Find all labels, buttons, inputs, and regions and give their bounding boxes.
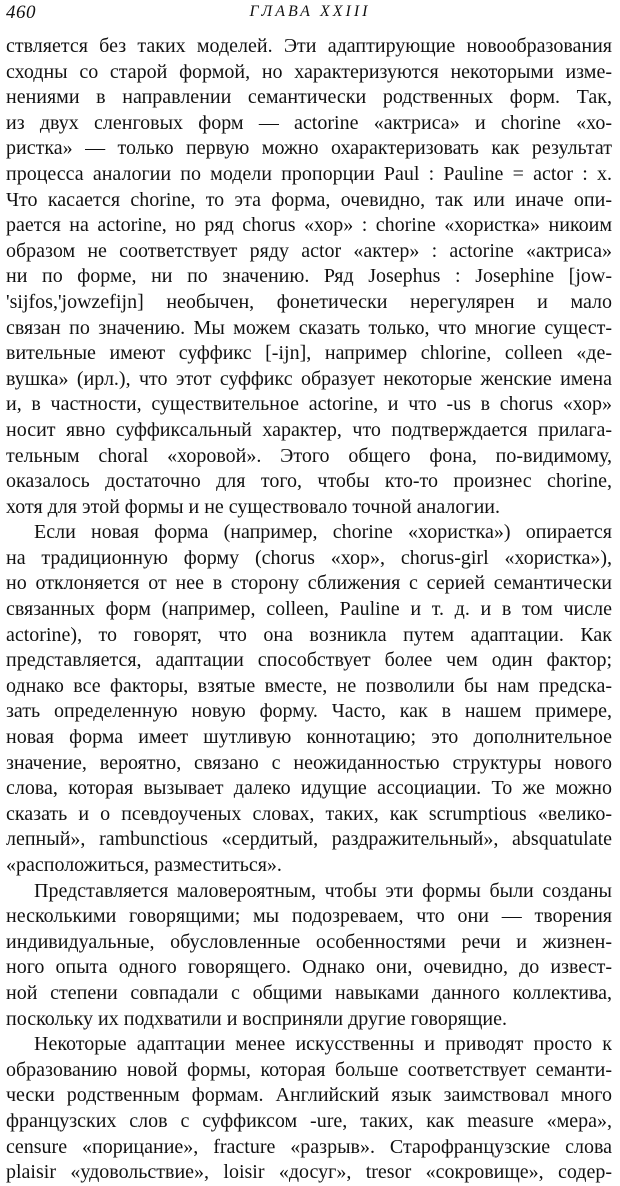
text-line: actorine), то говорят, что она возникла путем адаптации. Как — [6, 623, 612, 646]
text-line: Если новая форма (например, chorine «хористка») опирается — [34, 521, 612, 544]
text-line: сходны со старой формой, но характеризуются некоторыми изме- — [6, 60, 612, 83]
text-line: из двух сленговых форм — actorine «актриса» и chorine «хо- — [6, 111, 612, 134]
text-line: на традиционную форму (chorus «хор», chorus-girl «хористка»), — [6, 546, 612, 569]
text-line: вительные имеют суффикс [-ijn], например chlorine, colleen «де- — [6, 342, 612, 365]
paragraph — [6, 34, 612, 520]
text-line: и, в частности, существительное actorine, и что -us в chorus «хор» — [6, 393, 612, 416]
text-line: plaisir «удовольствие», loisir «досуг», tresor «сокровище», содер- — [6, 1161, 612, 1184]
text-line: процесса аналогии по модели пропорции Paul : Pauline = actor : x. — [6, 162, 612, 185]
text-line: вушка» (ирл.), что этот суффикс образует некоторые женские имена — [6, 367, 612, 390]
text-line: ристка» — только первую можно охарактеризовать как результат — [6, 137, 612, 160]
page-number: 460 — [6, 2, 36, 23]
text-line: хотя для этой формы и не существовало точной аналогии. — [6, 495, 500, 518]
paragraph — [6, 520, 612, 878]
running-header — [6, 2, 614, 24]
text-line: ной степени совпадали с общими навыками данного коллектива, — [6, 981, 612, 1004]
chapter-heading: ГЛАВА XXIII — [249, 3, 371, 20]
body-text — [6, 34, 612, 1186]
text-line: представляется, адаптации способствует более чем один фактор; — [6, 649, 612, 672]
text-line: образом не соответствует ряду actor «актер» : actorine «актриса» — [6, 239, 612, 262]
text-line: поскольку их подхватили и восприняли другие говорящие. — [6, 1007, 507, 1030]
paragraph — [6, 1032, 612, 1186]
text-line: однако все факторы, взятые вместе, не позволили бы нам предска- — [6, 674, 612, 697]
text-line: Что касается chorine, то эта форма, очевидно, так или иначе опи- — [6, 188, 612, 211]
text-line: связанных форм (например, colleen, Pauline и т. д. и в том числе — [6, 598, 612, 621]
text-line: значение, вероятно, связано с неожиданностью структуры нового — [6, 751, 612, 774]
text-line: оказалось достаточно для того, чтобы кто-то произнес chorine, — [6, 470, 612, 493]
text-line: Представляется маловероятным, чтобы эти формы были созданы — [34, 879, 612, 902]
text-line: слова, которая вызывает далеко идущие ассоциации. То же можно — [6, 777, 612, 800]
text-line: censure «порицание», fracture «разрыв». Старофранцузские слова — [6, 1135, 612, 1158]
text-line: чески родственным формам. Английский язык заимствовал много — [6, 1084, 612, 1107]
text-line: связан по значению. Мы можем сказать только, что многие сущест- — [6, 316, 612, 339]
text-line: ного опыта одного говорящего. Однако они, очевидно, до извест- — [6, 956, 612, 979]
text-line: новая форма имеет шутливую коннотацию; это дополнительное — [6, 726, 612, 749]
text-line: образованию новой формы, которая больше соответствует семанти- — [6, 1058, 612, 1081]
text-line: ствляется без таких моделей. Эти адаптирующие новообразования — [6, 35, 612, 57]
text-line: нениями в направлении семантически родственных форм. Так, — [6, 86, 612, 109]
text-line: «расположиться, разместиться». — [6, 854, 282, 876]
text-line: тельным choral «хоровой». Этого общего фона, по-видимому, — [6, 444, 612, 467]
text-line: рается на actorine, но ряд chorus «хор» : chorine «хористка» никоим — [6, 214, 612, 237]
text-line: лепный», rambunctious «сердитый, раздражительный», absquatulate — [6, 828, 612, 851]
text-line: несколькими говорящими; мы подозреваем, что они — творения — [6, 905, 612, 928]
text-line: индивидуальные, обусловленные особенностями речи и жизнен- — [6, 930, 612, 953]
text-line: французских слов с суффиксом -ure, таких, как measure «мера», — [6, 1109, 612, 1132]
text-line: зать определенную новую форму. Часто, как в нашем примере, — [6, 700, 612, 723]
text-line: но отклоняется от нее в сторону сближения с серией семантически — [6, 572, 612, 595]
text-line: ни по форме, ни по значению. Ряд Josephus : Josephine [jow- — [6, 265, 612, 288]
paragraph — [6, 879, 612, 1033]
text-line: носит явно суффиксальный характер, что подтверждается прилага- — [6, 418, 612, 441]
text-line: Некоторые адаптации менее искусственны и приводят просто к — [34, 1033, 612, 1056]
text-line: 'sijfos,'jowzefijn] необычен, фонетически нерегулярен и мало — [6, 290, 612, 313]
text-line: сказать и о псевдоученых словах, таких, как scrumptious «велико- — [6, 802, 612, 825]
